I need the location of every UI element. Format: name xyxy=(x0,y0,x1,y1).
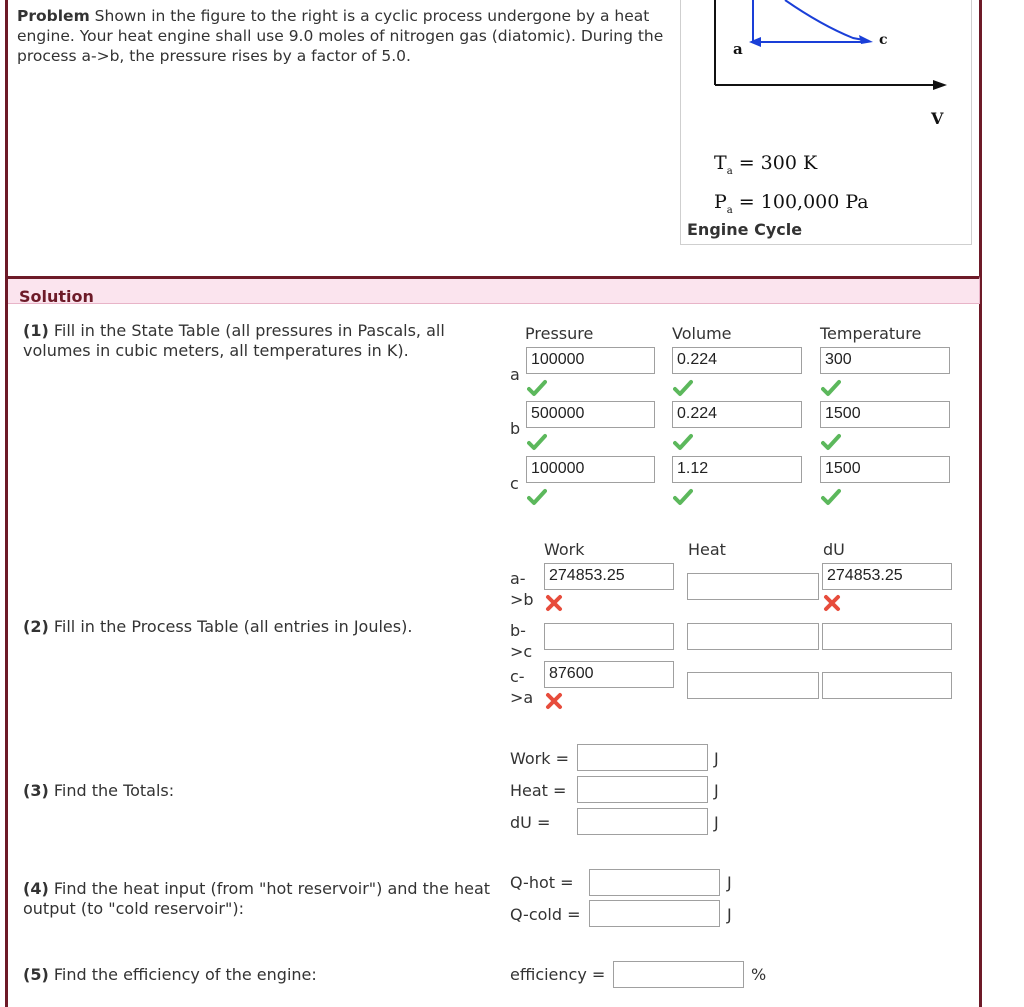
process-ab-work-input[interactable]: 274853.25 xyxy=(544,563,674,590)
point-a-label: a xyxy=(733,40,743,58)
qhot-input[interactable] xyxy=(589,869,720,896)
problem-statement xyxy=(17,6,667,66)
state-b-pressure-input[interactable]: 500000 xyxy=(526,401,655,428)
question-5-label xyxy=(23,965,493,985)
pa-value xyxy=(714,191,869,216)
ta-value xyxy=(714,152,817,177)
q5-text: Find the efficiency of the engine: xyxy=(48,965,317,984)
pa-symbol: P xyxy=(714,191,727,213)
q2-number: (2) xyxy=(23,617,49,636)
qcold-input[interactable] xyxy=(589,900,720,927)
qhot-unit: J xyxy=(727,873,732,892)
cross-icon xyxy=(544,692,564,710)
check-icon xyxy=(821,433,841,451)
solution-header xyxy=(8,276,980,304)
header-work: Work xyxy=(544,540,585,559)
header-du: dU xyxy=(823,540,845,559)
state-b-temperature-input[interactable]: 1500 xyxy=(820,401,950,428)
state-row-b-label: b xyxy=(510,419,521,438)
problem-label: Problem xyxy=(17,7,90,25)
cross-icon xyxy=(822,594,842,612)
header-volume: Volume xyxy=(672,324,732,343)
check-icon xyxy=(527,433,547,451)
state-b-volume-input[interactable]: 0.224 xyxy=(672,401,802,428)
question-1-label xyxy=(23,321,493,361)
process-ab-label xyxy=(510,568,534,610)
process-ab-heat-input[interactable] xyxy=(687,573,819,600)
q3-text: Find the Totals: xyxy=(48,781,175,800)
state-c-temperature-input[interactable]: 1500 xyxy=(820,456,950,483)
process-bc-label-2: >c xyxy=(510,642,533,661)
check-icon xyxy=(527,379,547,397)
figure-caption: Engine Cycle xyxy=(687,220,803,239)
q2-text: Fill in the Process Table (all entries in Joules). xyxy=(48,617,413,636)
process-bc-label-1: b- xyxy=(510,621,526,640)
state-row-c-label: c xyxy=(510,474,519,493)
state-a-pressure-input[interactable]: 100000 xyxy=(526,347,655,374)
check-icon xyxy=(821,379,841,397)
efficiency-unit: % xyxy=(751,965,767,984)
state-c-pressure-input[interactable]: 100000 xyxy=(526,456,655,483)
total-heat-label: Heat = xyxy=(510,781,567,800)
check-icon xyxy=(821,488,841,506)
total-heat-unit: J xyxy=(714,781,719,800)
q4-text: Find the heat input (from "hot reservoir") and the heat output (to "cold reservoir"): xyxy=(23,879,491,918)
process-bc-du-input[interactable] xyxy=(822,623,952,650)
process-bc-work-input[interactable] xyxy=(544,623,674,650)
question-3-label xyxy=(23,781,493,801)
pa-text: = 100,000 Pa xyxy=(732,191,869,213)
point-c-label: c xyxy=(879,32,888,48)
solution-title: Solution xyxy=(19,287,94,306)
line-arrow-icon xyxy=(749,37,761,47)
total-heat-input[interactable] xyxy=(577,776,708,803)
state-a-temperature-input[interactable]: 300 xyxy=(820,347,950,374)
engine-cycle-figure xyxy=(680,0,972,245)
state-a-volume-input[interactable]: 0.224 xyxy=(672,347,802,374)
total-work-input[interactable] xyxy=(577,744,708,771)
qhot-label: Q-hot = xyxy=(510,873,574,892)
qcold-unit: J xyxy=(727,905,732,924)
q5-number: (5) xyxy=(23,965,49,984)
q4-number: (4) xyxy=(23,879,49,898)
total-du-input[interactable] xyxy=(577,808,708,835)
q1-text: Fill in the State Table (all pressures in Pascals, all volumes in cubic meters, all temperatures in K). xyxy=(23,321,445,360)
header-pressure: Pressure xyxy=(525,324,594,343)
efficiency-input[interactable] xyxy=(613,961,744,988)
check-icon xyxy=(673,379,693,397)
problem-text: Shown in the figure to the right is a cyclic process undergone by a heat engine. Your heat engine shall use 9.0 moles of nitrogen gas (diatomic). During the process a->b, the pressure rises by a factor of 5.0. xyxy=(17,7,664,65)
qcold-label: Q-cold = xyxy=(510,905,581,924)
total-work-unit: J xyxy=(714,749,719,768)
process-ab-du-input[interactable]: 274853.25 xyxy=(822,563,952,590)
x-axis-arrow-icon xyxy=(933,80,947,90)
process-ab-label-1: a- xyxy=(510,569,526,588)
pa-sub: a xyxy=(726,204,733,216)
total-work-label: Work = xyxy=(510,749,570,768)
state-row-a-label: a xyxy=(510,365,520,384)
check-icon xyxy=(673,433,693,451)
process-ca-heat-input[interactable] xyxy=(687,672,819,699)
header-temperature: Temperature xyxy=(820,324,922,343)
ta-sub: a xyxy=(726,165,733,177)
total-du-label: dU = xyxy=(510,813,551,832)
isotherm-curve xyxy=(785,0,869,41)
cross-icon xyxy=(544,594,564,612)
question-4-label xyxy=(23,879,493,919)
ta-symbol: T xyxy=(714,152,727,174)
process-ca-label-2: >a xyxy=(510,688,534,707)
q1-number: (1) xyxy=(23,321,49,340)
check-icon xyxy=(673,488,693,506)
q3-number: (3) xyxy=(23,781,49,800)
process-bc-heat-input[interactable] xyxy=(687,623,819,650)
check-icon xyxy=(527,488,547,506)
question-2-label xyxy=(23,617,493,637)
process-ca-du-input[interactable] xyxy=(822,672,952,699)
process-ca-work-input[interactable]: 87600 xyxy=(544,661,674,688)
total-du-unit: J xyxy=(714,813,719,832)
efficiency-label: efficiency = xyxy=(510,965,606,984)
pv-diagram xyxy=(681,0,973,140)
process-ca-label-1: c- xyxy=(510,667,525,686)
header-heat: Heat xyxy=(688,540,726,559)
process-ab-label-2: >b xyxy=(510,590,534,609)
process-bc-label xyxy=(510,620,532,662)
ta-text: = 300 K xyxy=(732,152,818,174)
process-ca-label xyxy=(510,666,533,708)
v-axis-label: V xyxy=(931,109,944,128)
state-c-volume-input[interactable]: 1.12 xyxy=(672,456,802,483)
